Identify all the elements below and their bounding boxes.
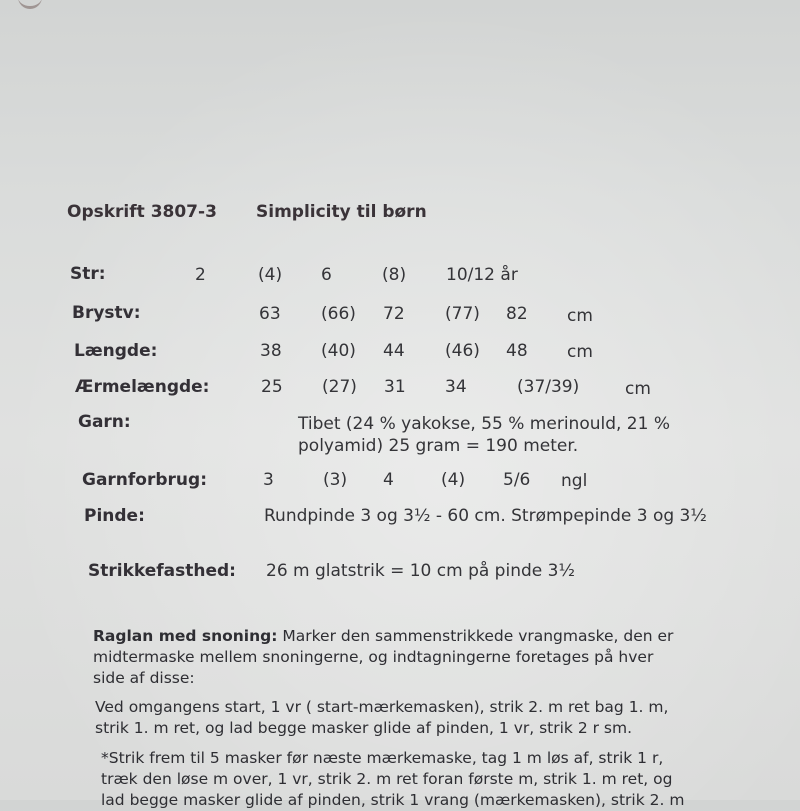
sizes-label: Str:: [70, 264, 106, 284]
chest-label: Brystv:: [72, 303, 141, 323]
length-value: (40): [321, 341, 356, 361]
length-value: (46): [445, 341, 480, 361]
raglan-line-2: midtermaske mellem snoningerne, og indtagningerne foretages på hver: [93, 648, 654, 666]
sleeve-value: 25: [261, 377, 283, 397]
round-start-paragraph: [95, 697, 668, 739]
sleeve-label: Ærmelængde:: [75, 377, 210, 397]
page-corner-mark: [18, 0, 42, 9]
recipe-number: Opskrift 3807-3: [67, 202, 217, 222]
decrease-paragraph: [101, 748, 684, 811]
yarn-usage-value: 3: [263, 470, 274, 490]
decrease-line-1: *Strik frem til 5 masker før næste mærkemaske, tag 1 m løs af, strik 1 r,: [101, 749, 664, 767]
length-value: 48: [506, 341, 528, 361]
yarn-label: Garn:: [78, 412, 131, 432]
yarn-line-1: Tibet (24 % yakokse, 55 % merinould, 21 %: [298, 414, 670, 434]
gauge-text: 26 m glatstrik = 10 cm på pinde 3½: [266, 561, 575, 581]
recipe-title: Simplicity til børn: [256, 202, 427, 222]
length-value: 44: [383, 341, 405, 361]
length-label: Længde:: [74, 341, 158, 361]
raglan-line-1: Marker den sammenstrikkede vrangmaske, den er: [277, 627, 674, 645]
sleeve-value: 31: [384, 377, 406, 397]
size-value: 2: [195, 265, 206, 285]
length-value: 38: [260, 341, 282, 361]
size-value: (8): [382, 265, 407, 285]
yarn-usage-value: (3): [323, 470, 348, 490]
yarn-usage-label: Garnforbrug:: [82, 470, 207, 490]
yarn-usage-value: (4): [441, 470, 466, 490]
gauge-label: Strikkefasthed:: [88, 561, 236, 581]
round-start-line-1: Ved omgangens start, 1 vr ( start-mærkemasken), strik 2. m ret bag 1. m,: [95, 698, 669, 716]
yarn-usage-unit: ngl: [561, 471, 588, 491]
chest-value: (66): [321, 304, 356, 324]
sleeve-value: (27): [322, 377, 357, 397]
length-unit: cm: [567, 342, 593, 362]
needles-label: Pinde:: [84, 506, 145, 526]
decrease-line-3: lad begge masker glide af pinden, strik 1 vrang (mærkemasken), strik 2. m: [101, 791, 685, 809]
chest-unit: cm: [567, 306, 593, 326]
sleeve-unit: cm: [625, 379, 651, 399]
raglan-heading: Raglan med snoning:: [93, 627, 278, 645]
round-start-line-2: strik 1. m ret, og lad begge masker glide af pinden, 1 vr, strik 2 r sm.: [95, 719, 633, 737]
sleeve-value: (37/39): [517, 377, 580, 397]
chest-value: 63: [259, 304, 281, 324]
size-value: 10/12 år: [446, 265, 518, 285]
chest-value: 82: [506, 304, 528, 324]
raglan-paragraph: [93, 626, 673, 689]
yarn-usage-value: 4: [383, 470, 394, 490]
needles-text: Rundpinde 3 og 3½ - 60 cm. Strømpepinde 3 og 3½: [264, 506, 707, 526]
yarn-line-2: polyamid) 25 gram = 190 meter.: [298, 436, 579, 456]
size-value: (4): [258, 265, 283, 285]
size-value: 6: [321, 265, 332, 285]
chest-value: 72: [383, 304, 405, 324]
sleeve-value: 34: [445, 377, 467, 397]
chest-value: (77): [445, 304, 480, 324]
raglan-line-3: side af disse:: [93, 669, 195, 687]
yarn-usage-value: 5/6: [503, 470, 531, 490]
decrease-line-2: træk den løse m over, 1 vr, strik 2. m ret foran første m, strik 1. m ret, og: [101, 770, 673, 788]
